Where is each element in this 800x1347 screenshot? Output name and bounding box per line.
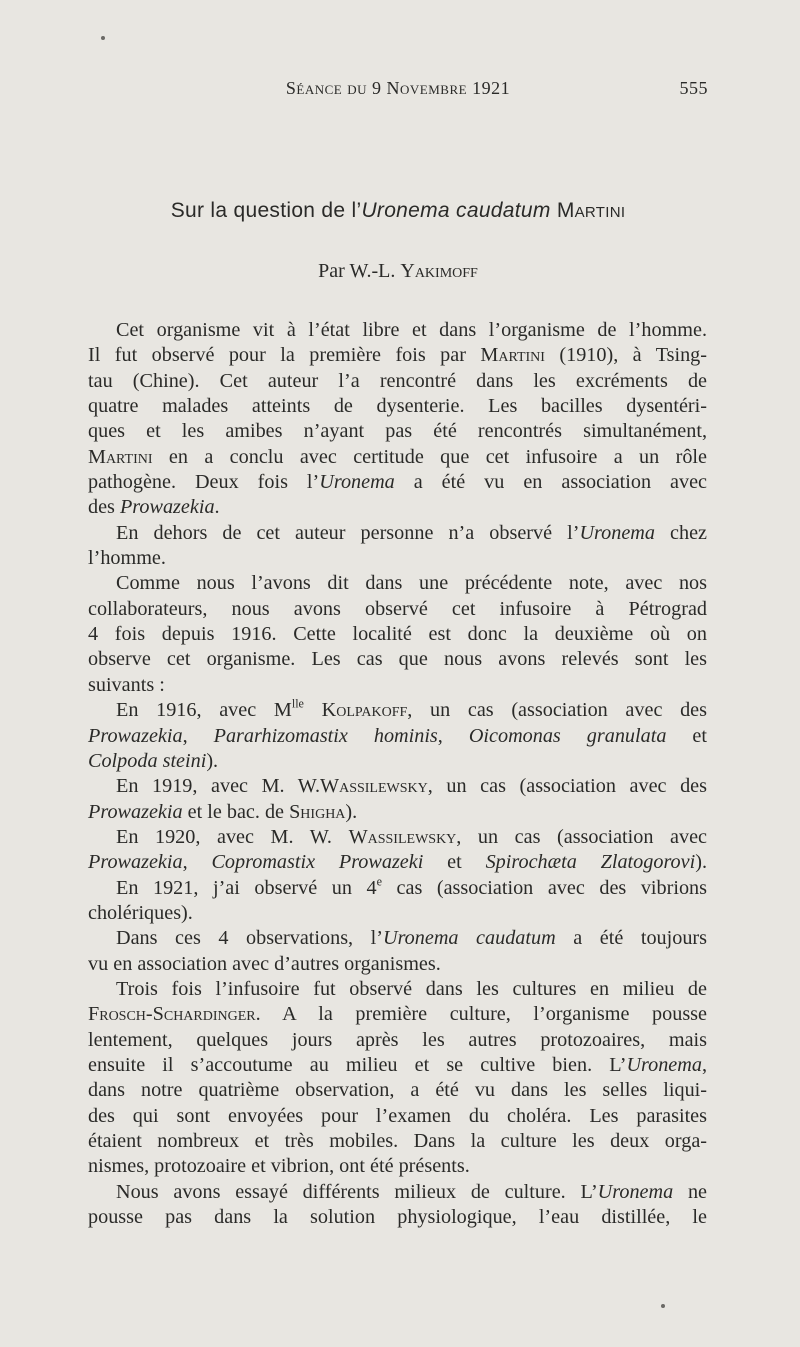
text-run: Trois fois l’infusoire fut observé dans les cultures en milieu de [116, 977, 707, 1000]
text-run: et le bac. de [182, 800, 290, 823]
body-line [88, 673, 707, 698]
ink-speck [101, 36, 105, 40]
text-run: et [666, 724, 707, 747]
text-run: . [214, 496, 220, 519]
body-line [88, 495, 707, 520]
body-line [88, 1028, 707, 1053]
text-run: En 1919, avec M. W. [116, 775, 321, 798]
body-line [88, 343, 707, 368]
superscript: e [376, 874, 382, 889]
text-run: . A la première culture, l’organisme pousse [255, 1003, 707, 1026]
text-run: ne [673, 1180, 707, 1203]
body-line [88, 521, 707, 546]
text-run: Comme nous l’avons dit dans une précédente note, avec nos [116, 572, 707, 595]
author-name: Frosch-Schardinger [88, 1003, 256, 1026]
text-run: lentement, quelques jours après les autres protozoaires, mais [88, 1028, 707, 1051]
body-line [88, 724, 707, 749]
text-run: en a conclu avec certitude que cet infusoire a un rôle [152, 445, 707, 468]
article-title-prefix: Sur la question de l’ [170, 199, 362, 222]
text-run: des [88, 496, 120, 519]
taxon-name: Uronema [579, 521, 655, 544]
text-run: Dans ces 4 observations, l’ [116, 927, 383, 950]
text-run: , un cas (association avec des [407, 699, 708, 722]
text-run: observe cet organisme. Les cas que nous avons relevés sont les [88, 648, 707, 671]
text-run: cholériques). [88, 901, 193, 924]
text-run: , un cas (association avec [456, 825, 707, 848]
body-line [88, 876, 707, 901]
taxon-name: Pararhizomastix hominis [213, 724, 438, 747]
article-title-genus: Uronema caudatum [361, 199, 551, 222]
article-body [88, 318, 707, 1230]
text-run: étaient nombreux et très mobiles. Dans la culture les deux orga- [88, 1130, 707, 1152]
text-run: ). [695, 851, 707, 874]
body-line [88, 597, 707, 622]
text-run: dans notre quatrième observation, a été vu dans les selles liqui- [88, 1079, 707, 1102]
text-run: 4 fois depuis 1916. Cette localité est donc la deuxième où on [88, 623, 707, 646]
text-run: (1910), à Tsing- [544, 344, 707, 367]
text-run: En dehors de cet auteur personne n’a observé l’ [116, 521, 580, 544]
text-run: Cet organisme vit à l’état libre et dans l’organisme de l’homme. [116, 319, 707, 341]
body-line [88, 749, 707, 774]
body-line [88, 1053, 707, 1078]
body-line [88, 1154, 707, 1179]
text-run: l’homme. [88, 547, 166, 570]
article-title-author: Martini [556, 199, 626, 222]
text-run: Il fut observé pour la première fois par [88, 344, 481, 367]
superscript: lle [291, 696, 304, 711]
body-line [88, 774, 707, 799]
ink-speck [661, 1304, 665, 1308]
body-line [88, 850, 707, 875]
taxon-name: Prowazekia [88, 724, 183, 747]
text-run: ensuite il s’accoutume au milieu et se cultive bien. L’ [88, 1053, 627, 1076]
text-run: nismes, protozoaire et vibrion, ont été présents. [88, 1155, 470, 1178]
text-run: , un cas (association avec des [427, 775, 707, 798]
body-line [88, 1129, 707, 1154]
body-line [88, 1104, 707, 1129]
body-line [88, 622, 707, 647]
text-run: collaborateurs, nous avons observé cet infusoire à Pétrograd [88, 597, 707, 620]
taxon-name: Prowazekia [88, 851, 183, 874]
body-line [88, 571, 707, 596]
text-run: , [701, 1053, 707, 1076]
byline-author: Yakimoff [400, 260, 478, 282]
text-run: a été vu en association avec [394, 471, 707, 494]
page-number: 555 [679, 78, 708, 98]
text-run: cas (association avec des vibrions [381, 876, 707, 899]
body-line [88, 825, 707, 850]
body-line [88, 800, 707, 825]
article-title [88, 199, 708, 223]
author-name: Kolpakoff [321, 699, 408, 722]
body-line [88, 419, 707, 444]
text-run: a été toujours [555, 927, 708, 950]
byline-prefix: Par W.-L. [318, 260, 401, 282]
taxon-name: Uronema [319, 471, 395, 494]
text-run: ques et les amibes n’ayant pas été rencontrés simultanément, [88, 420, 707, 443]
text-run: En 1916, avec M [116, 699, 292, 722]
body-line [88, 318, 707, 343]
text-run [304, 699, 322, 721]
body-line [88, 698, 707, 723]
body-line [88, 546, 707, 571]
body-line [88, 647, 707, 672]
text-run: ). [206, 749, 219, 772]
taxon-name: Colpoda steini [88, 749, 207, 772]
text-run: , [437, 724, 469, 747]
body-line [88, 470, 707, 495]
body-line [88, 394, 707, 419]
byline [88, 260, 708, 283]
text-run: tau (Chine). Cet auteur l’a rencontré dans les excréments de [88, 369, 707, 392]
taxon-name: Uronema [597, 1180, 674, 1203]
author-name: Martini [480, 344, 545, 367]
author-name: Wassilewsky [320, 775, 428, 798]
body-line [88, 445, 707, 470]
text-run: ). [345, 800, 358, 823]
taxon-name: Spirochæta Zlatogorovi [485, 851, 696, 874]
body-line [88, 977, 707, 1002]
text-run: et [423, 851, 486, 874]
author-name: Wassilewsky [348, 825, 457, 848]
body-line [88, 1078, 707, 1103]
body-line [88, 952, 707, 977]
text-run: chez [654, 521, 707, 544]
taxon-name: Prowazekia [88, 800, 183, 823]
taxon-name: Copromastix Prowazeki [211, 851, 424, 874]
text-run: vu en association avec d’autres organismes. [88, 952, 441, 975]
text-run: quatre malades atteints de dysenterie. Les bacilles dysentéri- [88, 395, 707, 418]
body-line [88, 369, 707, 394]
taxon-name: Oicomonas granulata [468, 724, 667, 747]
taxon-name: Uronema caudatum [383, 927, 556, 950]
text-run: des qui sont envoyées pour l’examen du choléra. Les parasites [88, 1104, 707, 1127]
text-run: En 1921, j’ai observé un 4 [116, 876, 377, 899]
body-line [88, 1002, 707, 1027]
taxon-name: Uronema [626, 1053, 702, 1076]
author-name: Martini [88, 445, 153, 468]
text-run: pathogène. Deux fois l’ [88, 471, 320, 494]
body-line [88, 1205, 707, 1230]
text-run: suivants : [88, 673, 165, 696]
text-run: pousse pas dans la solution physiologique, l’eau distillée, le [88, 1206, 707, 1229]
body-line [88, 926, 707, 951]
running-title: Séance du 9 Novembre 1921 [285, 78, 511, 98]
taxon-name: Prowazekia [119, 496, 215, 519]
author-name: Shigha [289, 800, 346, 823]
body-line [88, 901, 707, 926]
text-run: En 1920, avec M. W. [116, 825, 349, 848]
text-run: , [182, 724, 214, 747]
text-run: Nous avons essayé différents milieux de culture. L’ [116, 1180, 598, 1203]
body-line [88, 1180, 707, 1205]
text-run: , [182, 851, 212, 874]
running-header [88, 78, 708, 106]
